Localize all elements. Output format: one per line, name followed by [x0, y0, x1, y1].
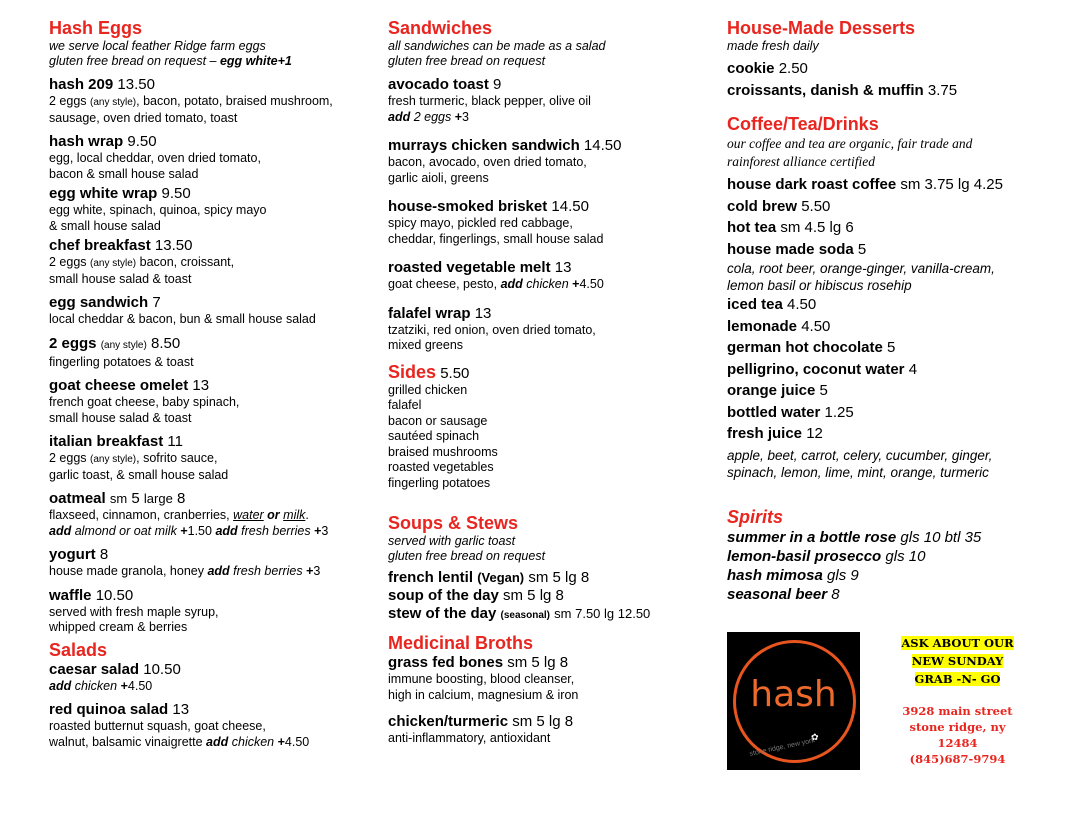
section-title-spirits: Spirits	[727, 506, 784, 527]
item-name: chicken/turmeric	[388, 713, 509, 730]
section-title-sides: Sides	[388, 361, 437, 382]
item-description: whipped cream & berries	[49, 620, 188, 634]
spirit-list	[727, 528, 1067, 604]
menu-item-pelligrino: pelligrino, coconut water 4	[727, 360, 918, 378]
item-description: anti-inflammatory, antioxidant	[388, 731, 551, 745]
column-middle	[388, 18, 708, 747]
item-note: (any style)	[100, 339, 147, 351]
item-price: 9	[493, 76, 502, 93]
menu-item-hash-209	[49, 76, 369, 126]
section-note: we serve local feather Ridge farm eggs	[49, 39, 266, 53]
menu-item-chef-breakfast	[49, 237, 369, 287]
item-description: tzatziki, red onion, oven dried tomato,	[388, 322, 596, 337]
menu-item-chicken-turmeric	[388, 713, 708, 747]
item-description: french goat cheese, baby spinach,	[49, 395, 240, 409]
item-addon: add 2 eggs +3	[388, 109, 469, 124]
menu-item-prosecco: lemon-basil prosecco gls 10	[727, 547, 926, 565]
list-item: braised mushrooms	[388, 444, 498, 459]
menu-item-hot-chocolate: german hot chocolate 5	[727, 339, 896, 356]
promo-line: GRAB -N- GO	[914, 672, 1001, 686]
item-description: high in calcium, magnesium & iron	[388, 687, 579, 702]
menu-item-cold-brew: cold brew 5.50	[727, 197, 831, 215]
item-price: 9.50	[161, 185, 191, 202]
item-addon: add chicken +4.50	[49, 678, 153, 693]
item-description: walnut, balsamic vinaigrette add chicken +4.50	[49, 734, 310, 749]
section-note: rainforest alliance certified	[727, 154, 875, 169]
list-item: fingerling potatoes	[388, 475, 491, 490]
item-description: cola, root beer, orange-ginger, vanilla-cream,	[727, 261, 995, 276]
section-title-broths: Medicinal Broths	[388, 633, 534, 653]
menu-item-italian-breakfast	[49, 433, 369, 483]
item-description: mixed greens	[388, 338, 464, 352]
item-description: local cheddar & bacon, bun & small house salad	[49, 312, 316, 326]
menu-item-goat-cheese-omelet	[49, 377, 369, 426]
item-description: sausage, oven dried tomato, toast	[49, 110, 238, 125]
item-name: 2 eggs	[49, 334, 97, 352]
item-name: red quinoa salad	[49, 701, 169, 718]
item-price: 9.50	[127, 133, 157, 150]
section-title-desserts: House-Made Desserts	[727, 18, 916, 38]
menu-item-dark-roast: house dark roast coffee sm 3.75 lg 4.25	[727, 176, 1003, 193]
section-price: 5.50	[440, 364, 470, 382]
menu-item-orange-juice: orange juice 5	[727, 382, 828, 399]
item-name: murrays chicken sandwich	[388, 137, 580, 154]
menu-item-grass-fed-bones	[388, 654, 708, 703]
menu-item-rose: summer in a bottle rose gls 10 btl 35	[727, 528, 982, 546]
item-name: hash 209	[49, 76, 114, 93]
item-description: garlic toast, & small house salad	[49, 467, 229, 482]
item-description: & small house salad	[49, 218, 161, 233]
promo-line: ASK ABOUT OUR	[901, 636, 1014, 650]
bird-icon: ✿	[811, 732, 819, 742]
section-note: gluten free bread on request – egg white+1	[49, 54, 292, 68]
item-price: 13	[474, 304, 492, 322]
item-price: 8	[99, 546, 109, 563]
item-price: 10.50	[143, 660, 181, 678]
item-description: bacon, avocado, oven dried tomato,	[388, 155, 587, 169]
menu-item-croissants: croissants, danish & muffin 3.75	[727, 81, 958, 99]
menu-item-stew-of-the-day: stew of the day (seasonal) sm 7.50 lg 12.50	[388, 605, 651, 622]
list-item: falafel	[388, 398, 422, 412]
menu-item-iced-tea: iced tea 4.50	[727, 296, 817, 313]
item-name: oatmeal	[49, 490, 106, 507]
menu-item-murrays-chicken-sandwich	[388, 137, 708, 186]
menu-item-french-lentil: french lentil (Vegan) sm 5 lg 8	[388, 569, 590, 586]
item-addon: add almond or oat milk +1.50 add fresh berries +3	[49, 523, 329, 538]
section-note: served with garlic toast	[388, 534, 516, 548]
promo-line: NEW SUNDAY	[911, 654, 1004, 668]
item-price: 8.50	[151, 334, 181, 352]
item-name: house-smoked brisket	[388, 198, 548, 215]
menu-item-caesar-salad	[49, 661, 369, 695]
zip-code: 12484	[937, 736, 978, 750]
menu-item-oatmeal: oatmeal sm 5 large 8 flaxseed, cinnamon, cranberries, water or milk. add almond or oat milk +1.50 add fresh berries +3	[49, 490, 369, 539]
item-name: caesar salad	[49, 660, 140, 678]
section-title-salads: Salads	[49, 639, 108, 660]
item-name: falafel wrap	[388, 304, 471, 322]
menu-item-lemonade: lemonade 4.50	[727, 317, 831, 335]
menu-item-fresh-juice: fresh juice 12	[727, 425, 823, 442]
column-right	[727, 18, 1067, 604]
phone-number: (845)687-9794	[909, 752, 1006, 766]
logo-tagline: stone ridge, new york	[748, 737, 816, 758]
item-description: served with fresh maple syrup,	[49, 604, 219, 619]
menu-item-soup-of-the-day: soup of the day sm 5 lg 8	[388, 587, 564, 604]
item-name: yogurt	[49, 546, 96, 563]
item-price: sm 5 lg 8	[512, 713, 574, 730]
item-price: 14.50	[583, 137, 622, 154]
item-name: hash wrap	[49, 133, 124, 150]
item-price: sm 5 lg 8	[507, 654, 569, 671]
section-note: made fresh daily	[727, 39, 819, 53]
item-name: egg white wrap	[49, 185, 158, 202]
menu-item-mimosa: hash mimosa gls 9	[727, 566, 859, 584]
item-price: 11	[167, 433, 183, 450]
section-sides	[388, 362, 708, 492]
menu-item-red-quinoa-salad	[49, 701, 369, 750]
menu-item-hash-wrap	[49, 133, 369, 182]
menu-item-falafel-wrap	[388, 305, 708, 354]
item-price: 13	[554, 259, 572, 276]
item-price: 13.50	[117, 76, 155, 93]
item-name: grass fed bones	[388, 654, 504, 671]
list-item: sautéed spinach	[388, 429, 480, 443]
item-description: small house salad & toast	[49, 271, 192, 286]
menu-item-bottled-water: bottled water 1.25	[727, 403, 854, 421]
item-description: fresh turmeric, black pepper, olive oil	[388, 94, 591, 108]
hash-logo	[727, 632, 860, 770]
section-note: all sandwiches can be made as a salad	[388, 39, 606, 53]
menu-item-waffle	[49, 587, 369, 636]
city-state: stone ridge, ny	[909, 720, 1006, 734]
item-description: garlic aioli, greens	[388, 170, 489, 185]
item-description: roasted butternut squash, goat cheese,	[49, 719, 266, 733]
item-description: spicy mayo, pickled red cabbage,	[388, 216, 573, 230]
list-item: roasted vegetables	[388, 460, 494, 474]
item-name: italian breakfast	[49, 433, 164, 450]
section-note: gluten free bread on request	[388, 54, 546, 68]
dessert-list	[727, 58, 1067, 101]
column-left	[49, 18, 369, 750]
item-name: avocado toast	[388, 76, 489, 93]
menu-item-house-soda: house made soda 5	[727, 240, 867, 258]
item-description: egg, local cheddar, oven dried tomato,	[49, 151, 261, 165]
address-block	[890, 703, 1025, 767]
item-name: egg sandwich	[49, 294, 149, 311]
promo-callout	[890, 634, 1025, 688]
item-price: 14.50	[551, 198, 589, 215]
section-note: gluten free bread on request	[388, 549, 546, 563]
logo-wordmark: hash	[750, 674, 837, 715]
menu-item-egg-white-wrap	[49, 185, 369, 234]
menu-item-yogurt	[49, 546, 369, 580]
menu-item-roasted-vegetable-melt	[388, 259, 708, 293]
item-price: 13.50	[154, 237, 193, 254]
item-price: 7	[152, 294, 161, 311]
menu-item-hot-tea: hot tea sm 4.5 lg 6	[727, 219, 854, 236]
item-description: egg white, spinach, quinoa, spicy mayo	[49, 203, 267, 217]
list-item: grilled chicken	[388, 382, 468, 397]
drink-list	[727, 174, 1067, 481]
list-item: bacon or sausage	[388, 413, 488, 428]
item-description: immune boosting, blood cleanser,	[388, 672, 575, 686]
item-name: goat cheese omelet	[49, 377, 189, 394]
item-name: roasted vegetable melt	[388, 259, 551, 276]
item-name: waffle	[49, 586, 92, 604]
item-description: spinach, lemon, lime, mint, orange, turmeric	[727, 464, 989, 480]
section-title-soups: Soups & Stews	[388, 513, 519, 533]
item-price: 13	[172, 701, 190, 718]
menu-item-beer: seasonal beer 8	[727, 585, 840, 603]
item-description: small house salad & toast	[49, 410, 192, 425]
item-description: 2 eggs (any style) bacon, croissant,	[49, 255, 235, 269]
section-title-drinks: Coffee/Tea/Drinks	[727, 114, 879, 134]
item-description: 2 eggs (any style), sofrito sauce,	[49, 451, 218, 465]
item-description: apple, beet, carrot, celery, cucumber, ginger,	[727, 447, 993, 463]
item-description: house made granola, honey add fresh berries +3	[49, 564, 321, 578]
item-description: lemon basil or hibiscus rosehip	[727, 278, 912, 293]
menu-item-2-eggs	[49, 335, 369, 371]
item-price: 10.50	[95, 586, 134, 604]
item-description: 2 eggs (any style), bacon, potato, braised mushroom,	[49, 94, 333, 108]
item-description: flaxseed, cinnamon, cranberries, water or milk.	[49, 508, 309, 522]
street-address: 3928 main street	[902, 704, 1013, 718]
item-description: cheddar, fingerlings, small house salad	[388, 231, 604, 246]
menu-item-avocado-toast	[388, 76, 708, 125]
menu-item-egg-sandwich	[49, 294, 369, 328]
section-title-hash-eggs: Hash Eggs	[49, 18, 143, 38]
section-title-sandwiches: Sandwiches	[388, 18, 493, 38]
item-price: 13	[192, 377, 210, 394]
menu-item-cookie: cookie 2.50	[727, 60, 808, 77]
item-description: bacon & small house salad	[49, 166, 199, 181]
item-description: goat cheese, pesto, add chicken +4.50	[388, 277, 604, 291]
soup-list	[388, 569, 708, 625]
section-note: our coffee and tea are organic, fair trade and	[727, 136, 973, 151]
menu-item-house-smoked-brisket	[388, 198, 708, 247]
item-name: chef breakfast	[49, 237, 151, 254]
item-description: fingerling potatoes & toast	[49, 354, 194, 369]
